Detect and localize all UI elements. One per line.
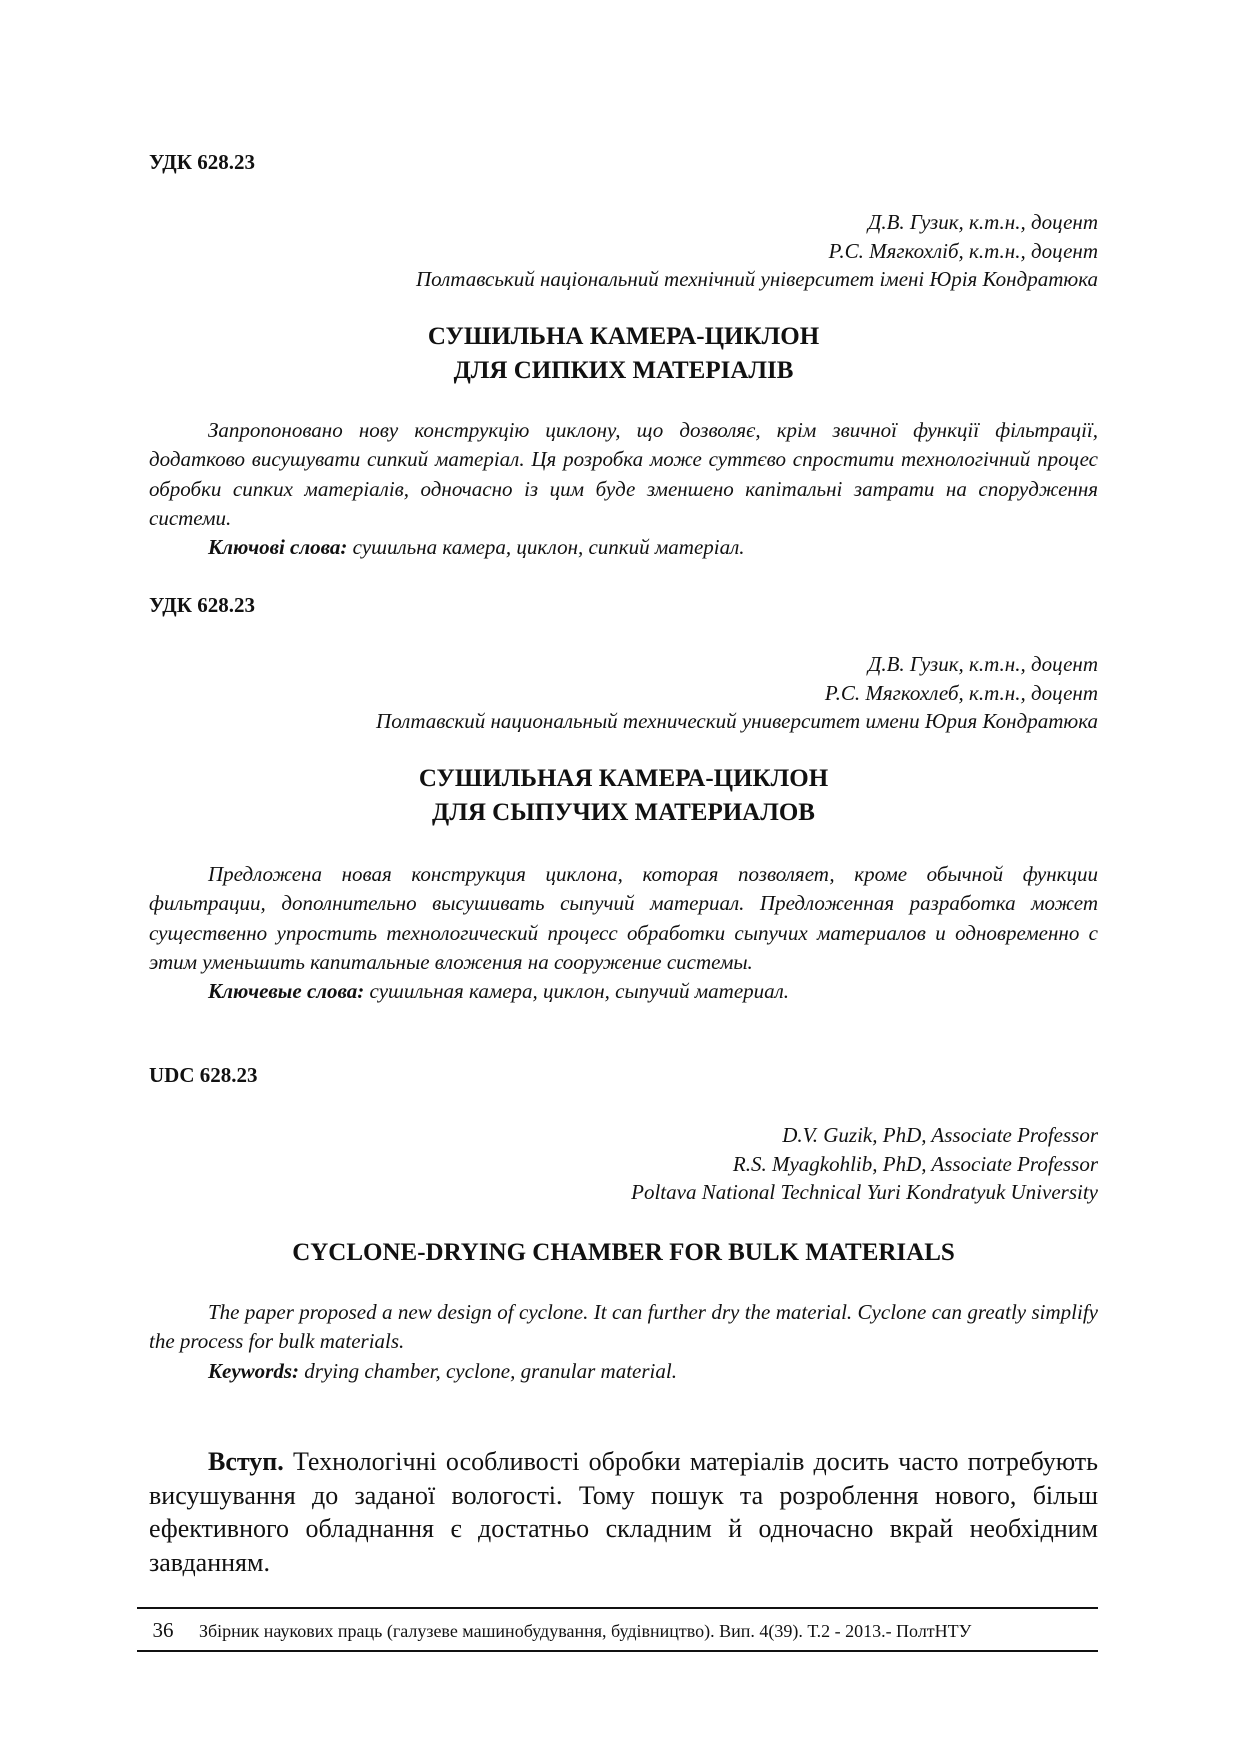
authors-ru [376, 650, 1098, 736]
author-line: Д.В. Гузик, к.т.н., доцент [867, 652, 1098, 676]
keywords-text: drying chamber, cyclone, granular material. [299, 1358, 677, 1383]
author-line: Д.В. Гузик, к.т.н., доцент [867, 210, 1098, 234]
journal-reference: Збірник наукових праць (галузеве машинобудування, будівництво). Вип. 4(39). Т.2 - 2013.- ПолтНТУ [199, 1621, 972, 1641]
author-line: Р.С. Мягкохліб, к.т.н., доцент [828, 238, 1098, 263]
abstract-text: Предложена новая конструкция циклона, которая позволяет, кроме обычной функции фильтрации, дополнительно высушивать сыпучий материал. Предложенная разработка может существенно упростить технологический процесс обработки сыпучих материалов и одновременно с этим уменьшить капитальные вложения на сооружение системы. [149, 862, 1098, 974]
author-line: D.V. Guzik, PhD, Associate Professor [782, 1123, 1098, 1147]
abstract-en [149, 1298, 1098, 1386]
affiliation: Полтавский национальный технический университет имени Юрия Кондратюка [376, 709, 1098, 733]
udc-code-uk: УДК 628.23 [149, 150, 255, 174]
keywords [149, 1357, 1098, 1386]
keywords [149, 533, 1098, 562]
title-line: СУШИЛЬНАЯ КАМЕРА-ЦИКЛОН [418, 765, 829, 792]
affiliation: Полтавський національний технічний університет імені Юрія Кондратюка [415, 267, 1098, 291]
author-line: R.S. Myagkohlib, PhD, Associate Professor [732, 1151, 1098, 1176]
footer-bottom-rule [137, 1650, 1098, 1652]
keywords-label: Ключові слова: [208, 535, 348, 560]
keywords [149, 977, 1098, 1006]
authors-en [631, 1121, 1098, 1207]
udc-code-en: UDC 628.23 [149, 1063, 258, 1087]
abstract-ru [149, 860, 1098, 1006]
intro-text: Технологічні особливості обробки матеріалів досить часто потребують висушування до заданої вологості. Тому пошук та розроблення нового, більш ефективного обладнання є достатньо складним й одночасно вкрай необхідним завданням. [149, 1447, 1098, 1577]
intro-paragraph [149, 1445, 1098, 1579]
udc-code-ru: УДК 628.23 [149, 593, 255, 617]
authors-uk [416, 208, 1098, 294]
keywords-label: Keywords: [208, 1358, 299, 1383]
page-number: 36 [152, 1618, 174, 1642]
title-line: СУШИЛЬНА КАМЕРА-ЦИКЛОН [427, 323, 820, 350]
author-line: Р.С. Мягкохлеб, к.т.н., доцент [824, 680, 1098, 705]
abstract-text: Запропоновано нову конструкцію циклону, що дозволяє, крім звичної функції фільтрації, додатково висушувати сипкий матеріал. Ця розробка може суттєво спростити технологічний процес обробки сипких матеріалів, одночасно із цим буде зменшено капітальні затрати на спорудження системи. [149, 418, 1098, 530]
keywords-text: сушильная камера, циклон, сыпучий материал. [364, 979, 790, 1004]
intro-label: Вступ. [208, 1447, 284, 1476]
page-footer [137, 1618, 1098, 1643]
affiliation: Poltava National Technical Yuri Kondratyuk University [631, 1180, 1098, 1204]
abstract-text: The paper proposed a new design of cyclone. It can further dry the material. Cyclone can greatly simplify the process for bulk materials. [149, 1300, 1098, 1354]
title-line: ДЛЯ СИПКИХ МАТЕРІАЛІВ [453, 357, 794, 384]
title-line: CYCLONE-DRYING CHAMBER FOR BULK MATERIALS [292, 1239, 955, 1266]
footer-top-rule [137, 1607, 1098, 1609]
abstract-uk [149, 416, 1098, 562]
title-line: ДЛЯ СЫПУЧИХ МАТЕРИАЛОВ [432, 799, 815, 826]
keywords-text: сушильна камера, циклон, сипкий матеріал. [347, 535, 745, 560]
keywords-label: Ключевые слова: [208, 979, 365, 1004]
introduction [149, 1445, 1098, 1579]
title-en [149, 1236, 1098, 1270]
title-uk [149, 320, 1098, 388]
title-ru [149, 762, 1098, 830]
